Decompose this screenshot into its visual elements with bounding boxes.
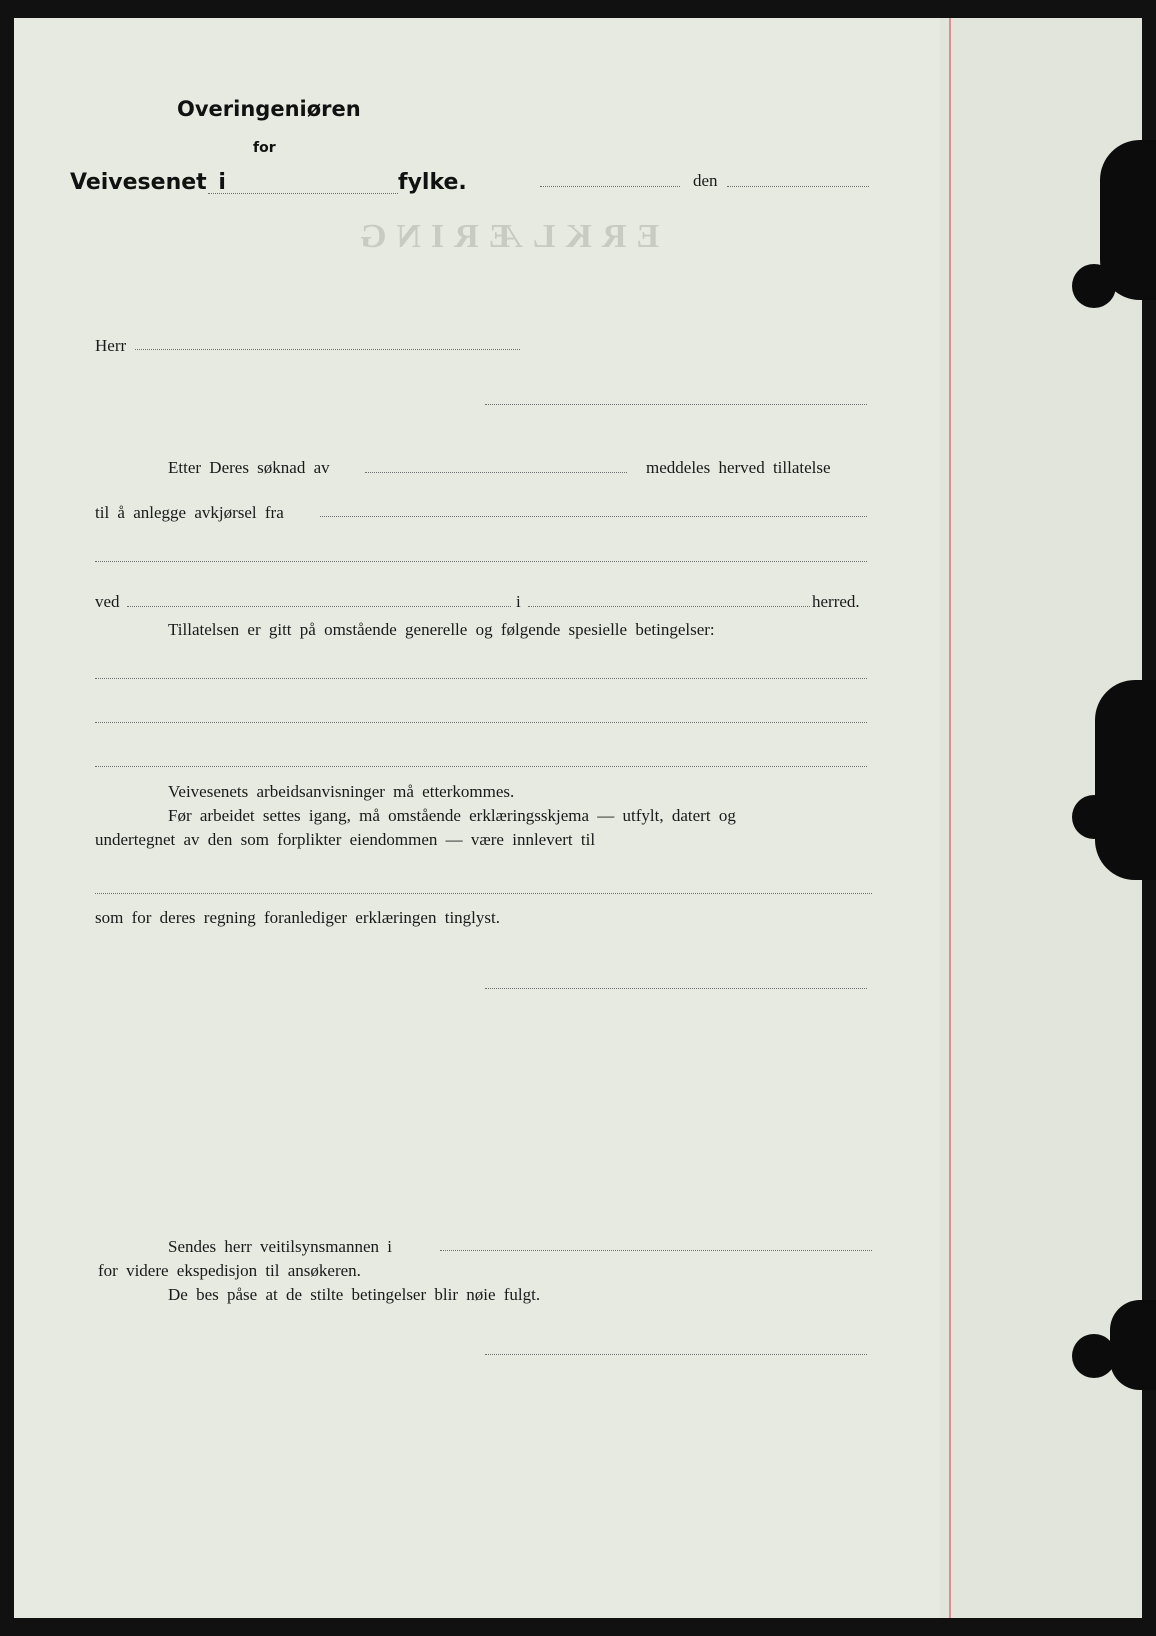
etter-label: Etter Deres søknad av <box>168 458 330 477</box>
exit-from-field[interactable] <box>320 516 867 517</box>
anlegge-label: til å anlegge avkjørsel fra <box>95 503 284 522</box>
herred-label: herred. <box>812 592 860 611</box>
ved-field[interactable] <box>127 606 511 607</box>
addressee-address-field[interactable] <box>485 404 867 405</box>
deliver-to-field[interactable] <box>95 893 872 894</box>
conditions-field-1[interactable] <box>95 678 867 679</box>
county-field[interactable] <box>208 193 398 194</box>
application-date-field[interactable] <box>365 472 627 473</box>
bleed-through-text: ERKLÆRING <box>350 218 660 255</box>
municipality-field[interactable] <box>528 606 810 607</box>
fylke-label: fylke. <box>398 170 467 195</box>
de-bes-text: De bes påse at de stilte betingelser blir nøie fulgt. <box>168 1285 541 1304</box>
place-field[interactable] <box>540 186 680 187</box>
date-field[interactable] <box>727 186 869 187</box>
footer-signature-field[interactable] <box>485 1354 867 1355</box>
binder-hole <box>1072 795 1116 839</box>
margin-line <box>949 18 951 1618</box>
for-videre-text: for videre ekspedisjon til ansøkeren. <box>98 1261 361 1280</box>
den-label: den <box>693 171 718 190</box>
conditions-field-2[interactable] <box>95 722 867 723</box>
signature-field[interactable] <box>485 988 867 989</box>
arbeidsanvisninger-text: Veivesenets arbeidsanvisninger må etterkommes. <box>168 782 515 801</box>
i-label: i <box>516 592 521 611</box>
edge-shadow <box>1110 1300 1156 1390</box>
meddeles-label: meddeles herved tillatelse <box>646 458 831 477</box>
ved-label: ved <box>95 592 120 611</box>
edge-shadow <box>1095 680 1156 880</box>
tillatelsen-text: Tillatelsen er gitt på omstående generelle og følgende spesielle betingelser: <box>168 620 715 639</box>
som-for-text: som for deres regning foranlediger erklæringen tinglyst. <box>95 908 500 927</box>
inspector-district-field[interactable] <box>440 1250 872 1251</box>
exit-from-field-2[interactable] <box>95 561 867 562</box>
sendes-label: Sendes herr veitilsynsmannen i <box>168 1237 392 1256</box>
veivesenet-label: Veivesenet i <box>70 170 226 195</box>
binder-hole <box>1072 1334 1116 1378</box>
for-arbeidet-text: Før arbeidet settes igang, må omstående erklæringsskjema — utfylt, datert og <box>168 806 736 825</box>
herr-label: Herr <box>95 336 127 355</box>
page-title: Overingeniøren <box>177 97 361 121</box>
undertegnet-text: undertegnet av den som forplikter eiendommen — være innlevert til <box>95 830 596 849</box>
conditions-field-3[interactable] <box>95 766 867 767</box>
addressee-name-field[interactable] <box>135 349 520 350</box>
for-label: for <box>253 140 276 156</box>
binder-hole <box>1072 264 1116 308</box>
